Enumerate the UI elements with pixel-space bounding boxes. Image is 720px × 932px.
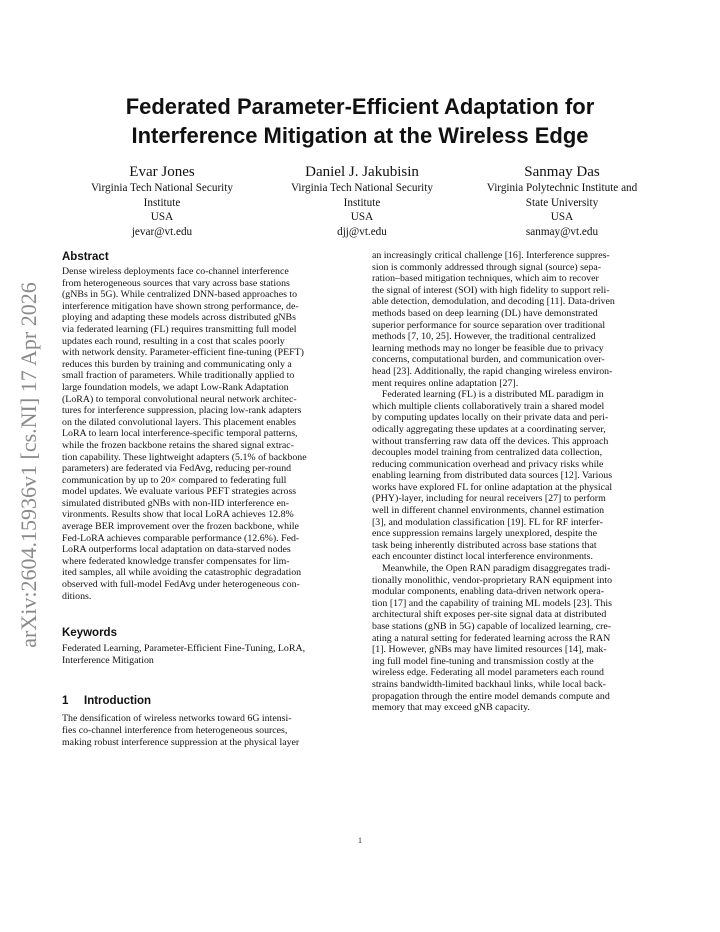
author-sanmay-das [462,163,662,239]
left-column [62,250,348,748]
abstract-line: communication by up to 20× compared to federating full [62,474,287,486]
page-number: 1 [358,836,362,845]
paragraph-line: each encounter distinct local interference environments. [372,551,593,563]
paragraph-line: Meanwhile, the Open RAN paradigm disaggregates tradi- [372,563,611,575]
affiliation-line: USA [150,211,174,224]
abstract-line: observed with full-model FedAvg under heterogeneous con- [62,579,300,591]
section-title: Introduction [84,695,152,708]
keywords-line: Interference Mitigation [62,654,154,666]
paragraph-line: propagation through the entire model demands compute and [372,690,610,702]
author-daniel-jakubisin [262,163,462,239]
paragraph-line: strains bandwidth-limited backhaul links, while local back- [372,678,606,690]
abstract-line: ited samples, all while avoiding the catastrophic degradation [62,567,302,579]
paragraph-line: learning methods may no longer be feasible due to privacy [372,342,604,354]
paragraph-line: tionally monolithic, vendor-proprietary RAN equipment into [372,574,613,586]
paragraph-line: tion [17] and the capability of training ML models [23]. This [372,597,612,609]
paragraph-line: able detection, demodulation, and decoding [11]. Data-driven [372,296,615,308]
author-affiliation [462,181,662,239]
title-line: Interference Mitigation at the Wireless Edge [131,123,589,148]
abstract-line: small fraction of parameters. While traditionally applied to [62,370,295,382]
author-name: Daniel J. Jakubisin [305,164,419,180]
abstract-line: large foundation models, we adapt Low-Rank Adaptation [62,381,289,393]
paragraph-line: head [23]. Additionally, the rapid changing wireless environ- [372,365,613,377]
paragraph-line: task being inherently distributed across base stations that [372,539,597,551]
affiliation-line: Virginia Polytechnic Institute and [486,182,638,194]
paragraph-line: [1]. However, gNBs may have limited resources [14], mak- [372,644,607,656]
introduction-heading [62,694,348,708]
paragraph-line: reducing communication overhead and privacy risks while [372,458,604,470]
arxiv-stamp [8,250,48,680]
abstract-line: vironments. Results show that local LoRA achieves 12.8% [62,509,294,521]
affiliation-line: State University [525,196,599,209]
paragraph-line: works have explored FL for online adaptation at the physical [372,481,613,493]
author-affiliation [262,181,462,239]
abstract-body [62,266,348,602]
paragraph-line: odically aggregating these updates at a coordinating server, [372,423,606,435]
introduction-body-right [372,250,658,714]
arxiv-stamp-text: arXiv:2604.15936v1 [cs.NI] 17 Apr 2026 [16,282,41,648]
paragraph-line: without transferring raw data off the devices. This approach [372,435,609,447]
abstract-line: LoRA outperforms local adaptation on data-starved nodes [62,544,291,556]
abstract-line: reduces this burden by training and communicating only a [62,358,292,370]
abstract-line: average BER improvement over the frozen backbone, while [62,521,299,533]
keywords-line: Federated Learning, Parameter-Efficient Fine-Tuning, LoRA, [62,643,306,655]
abstract-line: tion capability. These lightweight adapters (5.1% of backbone [62,451,307,463]
abstract-line: updates each round, resulting in a cost that scales poorly [62,335,285,347]
paragraph-line: base stations (gNB in 5G) capable of localized learning, cre- [372,621,612,632]
abstract-line: LoRA to learn local interference-specific temporal patterns, [62,428,298,440]
paper-title [60,92,660,150]
author-name: Evar Jones [129,164,195,180]
arxiv-stamp-graphic [8,250,48,680]
paragraph-line: wireless edge. Federating all model parameters each round [372,667,604,679]
abstract-line: via federated learning (FL) requires transmitting full model [62,323,297,335]
abstract-line: from heterogeneous sources that vary across base stations [62,277,290,289]
paragraph-line: by computing updates locally on their private data and peri- [372,412,609,424]
abstract-line: parameters) are federated via FedAvg, reducing per-round [62,463,292,475]
abstract-line: tures for interference suppression, placing low-rank adapters [62,405,302,417]
author-email: jevar@vt.edu [131,225,193,238]
paragraph-line: Federated learning (FL) is a distributed ML paradigm in [372,389,604,401]
paragraph-line: ence suppression remains largely unexplored, despite the [372,528,597,540]
paragraph-line: well in different channel environments, channel estimation [372,505,605,517]
paragraph-line: concerns, computational burden, and communication over- [372,354,605,366]
affiliation-line: USA [350,211,374,224]
author-evar-jones [62,163,262,239]
paragraph-line: an increasingly critical challenge [16]. Interference suppres- [372,250,610,261]
abstract-line: (LoRA) to temporal convolutional neural network architec- [62,393,297,405]
abstract-heading: Abstract [62,251,109,263]
paragraph-line: The densification of wireless networks toward 6G intensi- [62,713,292,725]
paragraph-line: ing full model fine-tuning and transmission costly at the [372,655,594,667]
paragraph-line: methods based on deep learning (DL) have demonstrated [372,307,598,319]
right-column [372,250,658,714]
affiliation-line: USA [550,211,574,224]
paragraph-line: methods [7, 10, 25]. However, the traditional centralized [372,331,596,343]
paragraph-line: enabling learning from distributed data sources [12]. Various [372,470,613,482]
abstract-line: Fed-LoRA achieves comparable performance (12.6%). Fed- [62,532,300,544]
paragraph-line: the signal of interest (SOI) with high fidelity to support reli- [372,284,610,296]
abstract-line: Dense wireless deployments face co-channel interference [62,266,289,277]
paragraph-line: architectural shift exposes per-site signal data at distributed [372,609,607,621]
keywords-body [62,643,348,666]
paragraph-line: ration–based mitigation techniques, which aim to recover [372,273,599,285]
abstract-line: (gNBs in 5G). While centralized DNN-based approaches to [62,289,298,301]
abstract-line: interference mitigation have shown strong performance, de- [62,300,299,312]
paragraph-line: modular components, enabling data-driven network opera- [372,586,604,598]
paragraph-line: (PHY)-layer, including for neural receivers [27] to perform [372,493,606,505]
abstract-line: simulated distributed gNBs with non-IID interference en- [62,497,290,509]
author-name: Sanmay Das [524,164,600,180]
abstract-line: where federated knowledge transfer compensates for lim- [62,555,290,567]
affiliation-line: Virginia Tech National Security [91,182,233,194]
abstract-line: on the dilated convolutional layers. This placement enables [62,416,297,428]
paragraph-line: making robust interference suppression at the physical layer [62,736,300,748]
author-affiliation [62,181,262,239]
affiliation-line: Institute [143,196,181,209]
author-block [62,163,662,239]
title-line: Federated Parameter-Efficient Adaptation for [125,94,595,119]
paragraph-line: fies co-channel interference from heterogeneous sources, [62,725,288,736]
paragraph-line: ment requires online adaptation [27]. [372,377,519,389]
abstract-line: ploying and adapting these models across distributed gNBs [62,312,296,324]
author-email: djj@vt.edu [337,225,387,238]
paragraph-line: memory that may exceed gNB capacity. [372,702,530,714]
paragraph-line: ating a natural setting for federated learning across the RAN [372,632,611,644]
paragraph-line: decouples model training from centralized data collection, [372,447,603,459]
author-email: sanmay@vt.edu [525,225,599,238]
paragraph-line: [3], and modulation classification [19]. FL for RF interfer- [372,516,603,528]
section-number: 1 [62,695,69,708]
paragraph-line: sion is commonly addressed through signal (source) sepa- [372,261,601,273]
paragraph-line: which multiple clients collaboratively train a shared model [372,400,605,412]
abstract-line: model updates. We evaluate various PEFT strategies across [62,486,297,498]
affiliation-line: Institute [343,196,381,209]
affiliation-line: Virginia Tech National Security [291,182,433,194]
abstract-line: ditions. [62,590,92,602]
abstract-line: with network density. Parameter-efficient fine-tuning (PEFT) [62,347,304,359]
introduction-body-left [62,713,348,748]
abstract-line: while the frozen backbone retains the shared signal extrac- [62,439,294,451]
keywords-heading: Keywords [62,627,117,640]
paragraph-line: superior performance for source separation over traditional [372,319,606,331]
